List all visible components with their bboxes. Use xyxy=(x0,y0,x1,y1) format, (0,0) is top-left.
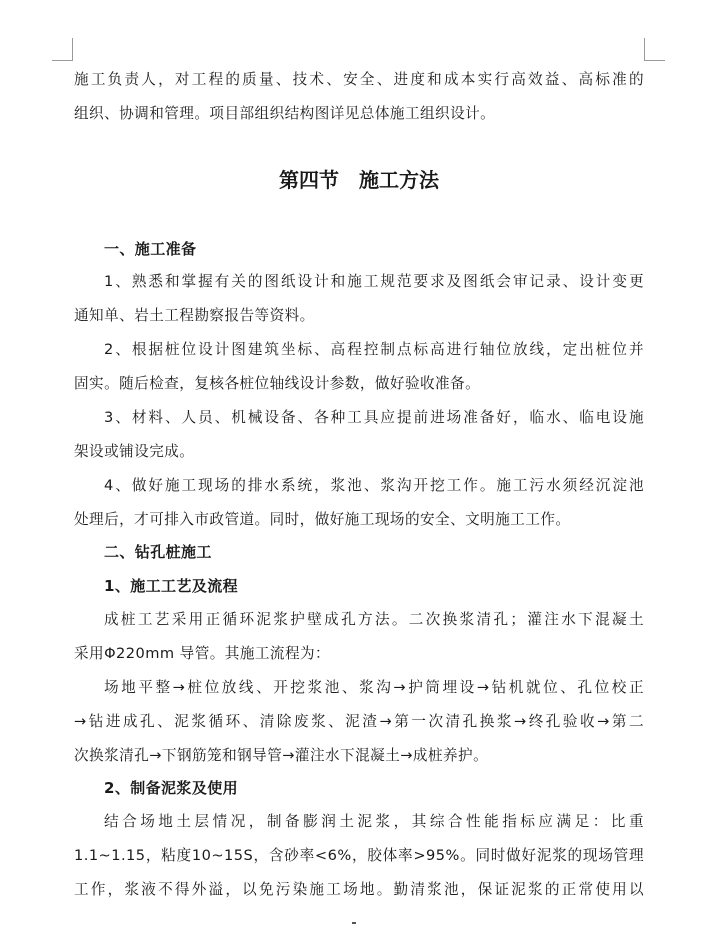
prep-item-1-line-2: 通知单、岩土工程勘察报告等资料。 xyxy=(74,307,315,324)
flow-line-1: 场地平整→桩位放线、开挖浆池、浆沟→护筒埋设→钻机就位、孔位校正 xyxy=(104,679,644,696)
intro-line-1: 施工负责人，对工程的质量、技术、安全、进度和成本实行高效益、高标准的 xyxy=(74,71,644,88)
part1-heading: 一、施工准备 xyxy=(104,240,197,258)
prep-item-3-line-2: 架设或铺设完成。 xyxy=(74,443,195,460)
section-title: 第四节 施工方法 xyxy=(279,168,439,192)
mud-para-line-2: 1.1~1.15，粘度10~15S，含砂率<6%，胶体率>95%。同时做好泥浆的现场管理 xyxy=(74,847,644,864)
sub1-heading: 1、施工工艺及流程 xyxy=(104,577,239,595)
footer-mark xyxy=(352,922,356,924)
prep-item-2-line-2: 固实。随后检查，复核各桩位轴线设计参数，做好验收准备。 xyxy=(74,375,481,392)
process-para-line-1: 成桩工艺采用正循环泥浆护壁成孔方法。二次换浆清孔；灌注水下混凝土 xyxy=(104,611,644,628)
part2-heading: 二、钻孔桩施工 xyxy=(104,543,212,561)
crop-mark-top-right xyxy=(644,38,665,61)
process-para-line-2: 采用Φ220mm 导管。其施工流程为： xyxy=(74,645,331,662)
mud-para-line-1: 结合场地土层情况，制备膨润土泥浆，其综合性能指标应满足：比重 xyxy=(104,813,644,830)
crop-mark-top-left xyxy=(52,38,73,61)
prep-item-3-line-1: 3、材料、人员、机械设备、各种工具应提前进场准备好，临水、临电设施 xyxy=(104,409,644,426)
sub2-heading: 2、制备泥浆及使用 xyxy=(104,779,239,797)
prep-item-1-line-1: 1、熟悉和掌握有关的图纸设计和施工规范要求及图纸会审记录、设计变更 xyxy=(104,273,644,290)
prep-item-4-line-1: 4、做好施工现场的排水系统，浆池、浆沟开挖工作。施工污水须经沉淀池 xyxy=(104,477,644,494)
prep-item-4-line-2: 处理后，才可排入市政管道。同时，做好施工现场的安全、文明施工工作。 xyxy=(74,511,571,528)
prep-item-2-line-1: 2、根据桩位设计图建筑坐标、高程控制点标高进行轴位放线，定出桩位并 xyxy=(104,341,644,358)
flow-line-2: →钻进成孔、泥浆循环、清除废浆、泥渣→第一次清孔换浆→终孔验收→第二 xyxy=(74,713,644,730)
mud-para-line-3: 工作，浆液不得外溢，以免污染施工场地。勤清浆池，保证泥浆的正常使用以 xyxy=(74,881,644,898)
flow-line-3: 次换浆清孔→下钢筋笼和钢导管→灌注水下混凝土→成桩养护。 xyxy=(74,747,489,764)
intro-line-2: 组织、协调和管理。项目部组织结构图详见总体施工组织设计。 xyxy=(74,105,496,122)
